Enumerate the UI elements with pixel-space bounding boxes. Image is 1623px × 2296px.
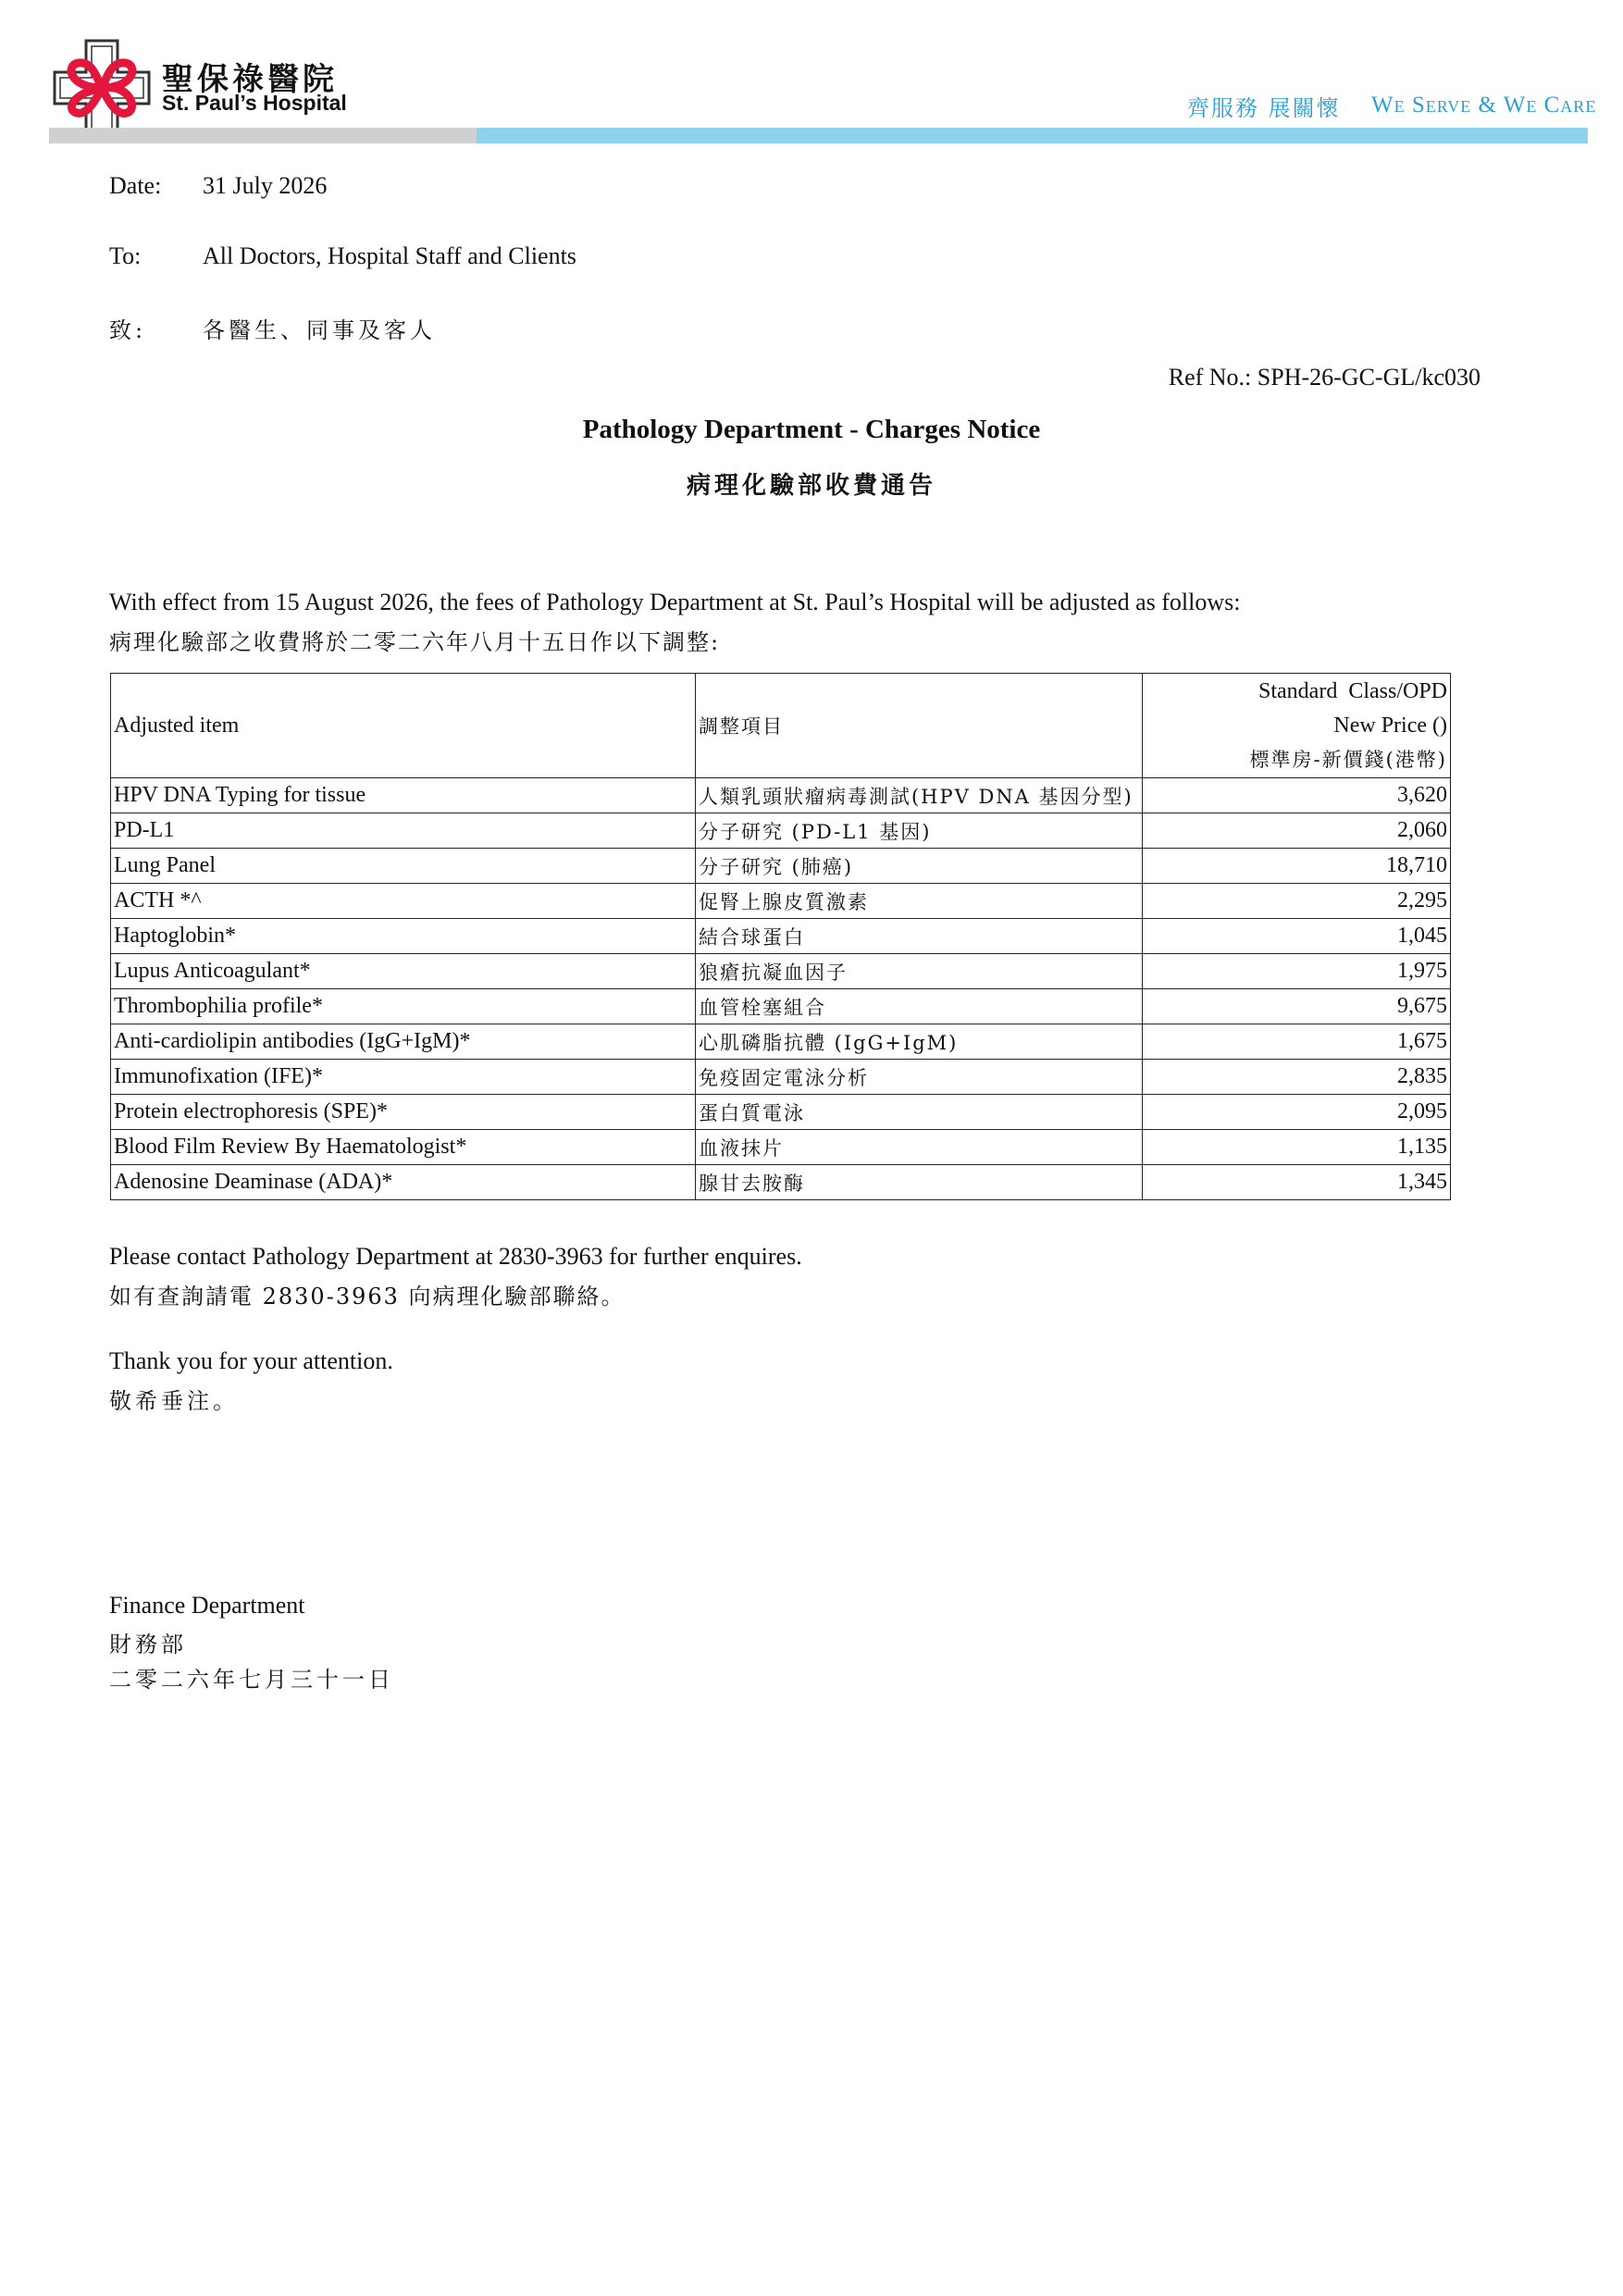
table-row: [111, 1024, 1451, 1060]
table-row: [111, 954, 1451, 989]
table-row: [111, 919, 1451, 954]
contact-text-zh: 如有查詢請電 2830-3963 向病理化驗部聯絡。: [109, 1284, 626, 1309]
price-cell: 2,295: [1143, 884, 1451, 919]
item-name-zh-cell: 心肌磷脂抗體 (IgG+IgM): [695, 1024, 1142, 1060]
price-cell: 1,975: [1143, 954, 1451, 989]
to-label-zh: 致:: [109, 317, 147, 343]
signature-department: Finance Department: [109, 1592, 305, 1619]
item-name-zh-cell: 人類乳頭狀瘤病毒測試(HPV DNA 基因分型): [695, 778, 1142, 813]
table-row: [111, 849, 1451, 884]
table-row: [111, 884, 1451, 919]
header-band-grey: [49, 128, 477, 143]
price-cell: 3,620: [1143, 778, 1451, 813]
item-name-zh-cell: 腺甘去胺酶: [695, 1165, 1142, 1200]
item-name-zh-cell: 血液抹片: [695, 1130, 1142, 1165]
price-cell: 18,710: [1143, 849, 1451, 884]
price-cell: 1,045: [1143, 919, 1451, 954]
table-row: [111, 1095, 1451, 1130]
item-name-cell: Adenosine Deaminase (ADA)*: [111, 1165, 696, 1200]
intro-text-zh: 病理化驗部之收費將於二零二六年八月十五日作以下調整:: [109, 629, 721, 655]
contact-text: Please contact Pathology Department at 2830-3963 for further enquires.: [109, 1243, 802, 1270]
price-cell: 2,060: [1143, 813, 1451, 849]
item-name-cell: PD-L1: [111, 813, 696, 849]
price-cell: 1,135: [1143, 1130, 1451, 1165]
item-name-zh-cell: 蛋白質電泳: [695, 1095, 1142, 1130]
item-name-zh-cell: 分子研究 (PD-L1 基因): [695, 813, 1142, 849]
table-row: [111, 989, 1451, 1024]
item-name-zh-cell: 分子研究 (肺癌): [695, 849, 1142, 884]
signature-department-zh: 財務部: [109, 1632, 187, 1657]
item-name-zh-cell: 促腎上腺皮質激素: [695, 884, 1142, 919]
thanks-text: Thank you for your attention.: [109, 1347, 393, 1374]
hospital-name-en: St. Paul’s Hospital: [162, 91, 347, 115]
item-name-cell: Haptoglobin*: [111, 919, 696, 954]
item-name-zh-cell: 結合球蛋白: [695, 919, 1142, 954]
item-name-zh-cell: 血管栓塞組合: [695, 989, 1142, 1024]
intro-text: With effect from 15 August 2026, the fees of Pathology Department at St. Paul’s Hospital will be adjusted as follows:: [109, 589, 1241, 615]
table-row: [111, 1130, 1451, 1165]
fees-table-body: [111, 778, 1451, 1200]
item-name-zh-cell: 免疫固定電泳分析: [695, 1060, 1142, 1095]
item-name-zh-cell: 狼瘡抗凝血因子: [695, 954, 1142, 989]
header-adjusted-item-zh: 調整項目: [695, 674, 1142, 778]
item-name-cell: HPV DNA Typing for tissue: [111, 778, 696, 813]
header-price-line1: Standard Class/OPD: [1258, 678, 1447, 703]
date-value: 31 July 2026: [203, 172, 328, 199]
item-name-cell: Thrombophilia profile*: [111, 989, 696, 1024]
hospital-logo-icon: [51, 37, 153, 139]
hospital-name-zh: 聖保祿醫院: [162, 61, 338, 98]
table-row: [111, 1060, 1451, 1095]
signature-date-zh: 二零二六年七月三十一日: [109, 1667, 394, 1693]
item-name-cell: Blood Film Review By Haematologist*: [111, 1130, 696, 1165]
item-name-cell: Anti-cardiolipin antibodies (IgG+IgM)*: [111, 1024, 696, 1060]
item-name-cell: Lupus Anticoagulant*: [111, 954, 696, 989]
header-new-price: [1143, 674, 1451, 778]
to-label: To:: [109, 242, 142, 269]
header-adjusted-item: Adjusted item: [111, 674, 696, 778]
header-band-blue: [477, 128, 1588, 143]
date-label: Date:: [109, 172, 162, 199]
price-cell: 2,095: [1143, 1095, 1451, 1130]
notice-title: Pathology Department - Charges Notice: [582, 415, 1041, 444]
item-name-cell: Protein electrophoresis (SPE)*: [111, 1095, 696, 1130]
price-cell: 2,835: [1143, 1060, 1451, 1095]
to-value-zh: 各醫生、同事及客人: [203, 317, 436, 343]
notice-title-zh: 病理化驗部收費通告: [686, 472, 936, 500]
fees-table: [110, 673, 1451, 1200]
reference-number: Ref No.: SPH-26-GC-GL/kc030: [1168, 364, 1481, 391]
header-price-line3: 標準房-新價錢(港幣): [1249, 748, 1447, 771]
price-cell: 1,675: [1143, 1024, 1451, 1060]
item-name-cell: Immunofixation (IFE)*: [111, 1060, 696, 1095]
item-name-cell: Lung Panel: [111, 849, 696, 884]
price-cell: 1,345: [1143, 1165, 1451, 1200]
slogan-zh: 齊服務 展關懷: [1187, 95, 1341, 121]
header-price-line2: New Price (): [1333, 713, 1447, 738]
table-row: [111, 778, 1451, 813]
thanks-text-zh: 敬希垂注。: [109, 1388, 239, 1414]
table-header-row: [111, 674, 1451, 778]
item-name-cell: ACTH *^: [111, 884, 696, 919]
to-value: All Doctors, Hospital Staff and Clients: [203, 242, 576, 269]
price-cell: 9,675: [1143, 989, 1451, 1024]
slogan-en: We Serve & We Care: [1371, 93, 1597, 118]
table-row: [111, 813, 1451, 849]
table-row: [111, 1165, 1451, 1200]
